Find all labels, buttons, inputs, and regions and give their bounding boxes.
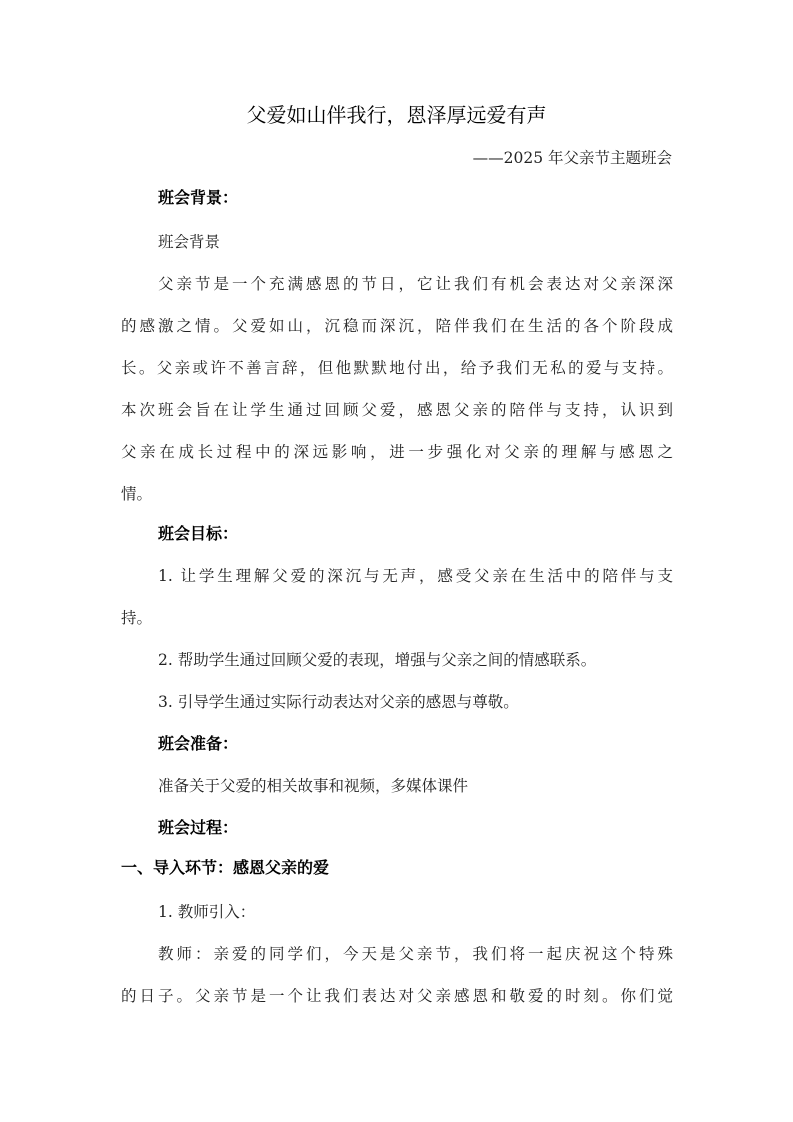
- background-label: 班会背景: [158, 233, 221, 251]
- goal-item-1: 1. 让学生理解父爱的深沉与无声，感受父亲在生活中的陪伴与支: [158, 567, 673, 585]
- paragraph-line: 父亲在成长过程中的深远影响，进一步强化对父亲的理解与感恩之: [121, 443, 673, 461]
- paragraph-line: 的日子。父亲节是一个让我们表达对父亲感恩和敬爱的时刻。你们觉: [121, 987, 673, 1005]
- document-subtitle: ——2025 年父亲节主题班会: [472, 149, 672, 167]
- preparation-heading: 班会准备：: [158, 734, 239, 753]
- paragraph-line: 教师：亲爱的同学们，今天是父亲节，我们将一起庆祝这个特殊: [158, 945, 673, 963]
- goal-item-3: 3. 引导学生通过实际行动表达对父亲的感恩与尊敬。: [158, 693, 519, 711]
- goals-heading: 班会目标：: [158, 524, 239, 543]
- preparation-text: 准备关于父爱的相关故事和视频，多媒体课件: [158, 777, 469, 795]
- paragraph-line: 长。父亲或许不善言辞，但他默默地付出，给予我们无私的爱与支持。: [121, 359, 673, 377]
- background-heading: 班会背景：: [158, 188, 239, 207]
- step-label: 1. 教师引入：: [158, 903, 256, 921]
- document-title: 父爱如山伴我行，恩泽厚远爱有声: [246, 103, 547, 127]
- paragraph-line: 情。: [121, 485, 153, 503]
- paragraph-line: 本次班会旨在让学生通过回顾父爱，感恩父亲的陪伴与支持，认识到: [121, 401, 673, 419]
- process-heading: 班会过程：: [158, 818, 239, 837]
- goal-item-1-cont: 持。: [121, 609, 153, 627]
- paragraph-line: 父亲节是一个充满感恩的节日，它让我们有机会表达对父亲深深: [158, 275, 673, 293]
- paragraph-line: 的感激之情。父爱如山，沉稳而深沉，陪伴我们在生活的各个阶段成: [121, 317, 673, 335]
- goal-item-2: 2. 帮助学生通过回顾父爱的表现，增强与父亲之间的情感联系。: [158, 651, 597, 669]
- section-heading: 一、导入环节：感恩父亲的爱: [121, 858, 330, 877]
